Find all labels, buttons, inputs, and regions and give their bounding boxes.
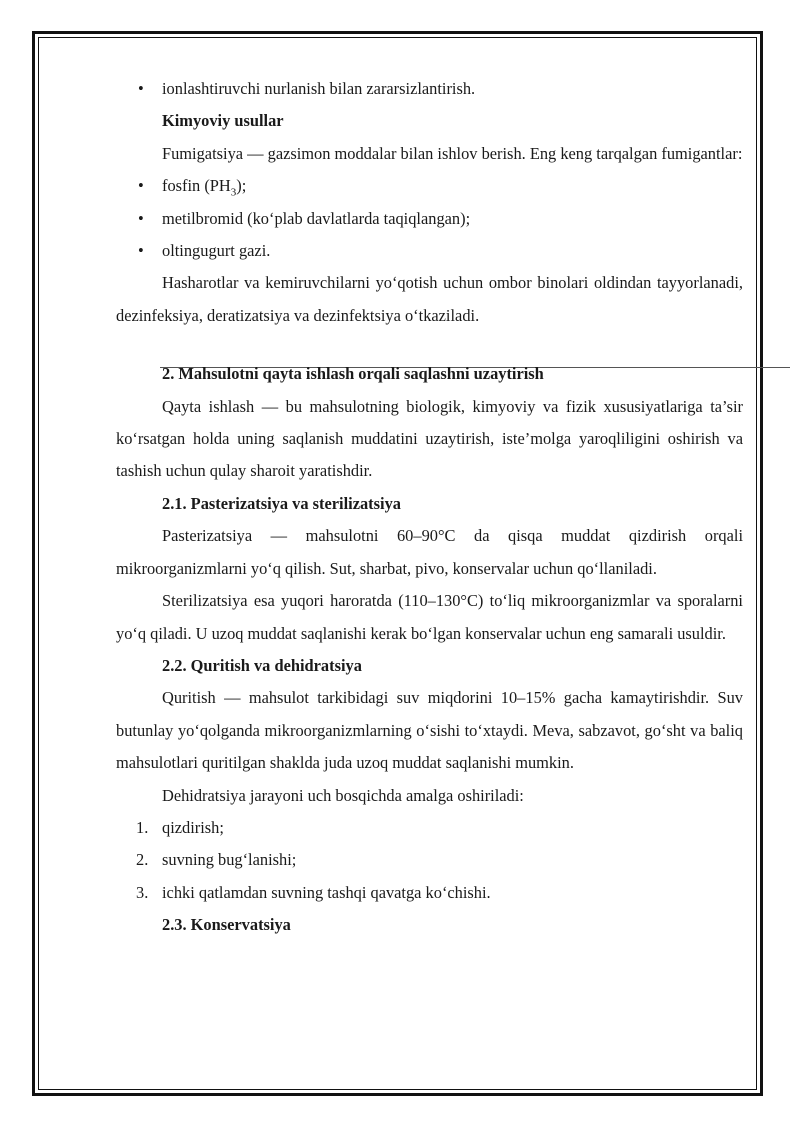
list-item [116, 73, 743, 105]
list-item-text: ionlashtiruvchi nurlanish bilan zararsizlantirish. [162, 79, 476, 98]
heading-chemical-methods: Kimyoviy usullar [162, 111, 284, 131]
fosfin-subscript: 3 [230, 186, 237, 199]
heading-section-2-1: 2.1. Pasterizatsiya va sterilizatsiya [162, 493, 401, 513]
heading-section-2-3: 2.3. Konservatsiya [162, 915, 291, 935]
document-body [116, 73, 743, 942]
paragraph-drying: Quritish — mahsulot tarkibidagi suv miqdorini 10–15% gacha kamaytirishdir. Suv butunlay yo‘qolganda mikroorganizmlarning o‘sishi to‘xtaydi. Meva, sabzavot, go‘sht va baliq mahsulotlari quritilgan shaklda juda uzoq muddat saqlanishi mumkin. [116, 688, 743, 773]
list-item-text: oltingugurt gazi. [162, 241, 271, 261]
item-number: 1. [136, 817, 149, 837]
numbered-item-text: ichki qatlamdan suvning tashqi qavatga ko‘chishi. [162, 882, 491, 902]
paragraph-pests: Hasharotlar va kemiruvchilarni yo‘qotish uchun ombor binolari oldindan tayyorlanadi, dezinfeksiya, deratizatsiya va dezinfektsiya o‘tkaziladi. [116, 273, 743, 325]
numbered-item-text: suvning bug‘lanishi; [162, 850, 297, 870]
paragraph-dehydration: Dehidratsiya jarayoni uch bosqichda amalga oshiriladi: [162, 785, 524, 805]
list-item [116, 203, 743, 235]
paragraph-sterilization: Sterilizatsiya esa yuqori haroratda (110–130°C) to‘liq mikroorganizmlar va sporalarni yo‘q qiladi. U uzoq muddat saqlanishi kerak bo‘lgan konservalar uchun eng samarali usuldir. [116, 591, 743, 643]
list-item-text: metilbromid (ko‘plab davlatlarda taqiqlangan); [162, 208, 471, 228]
fosfin-text-end: ); [236, 176, 247, 196]
paragraph-processing: Qayta ishlash — bu mahsulotning biologik, kimyoviy va fizik xususiyatlariga ta’sir ko‘rsatgan holda uning saqlanish muddatini uzaytirish, iste’molga yaroqliligini oshirish va tashish uchun qulay sharoit yaratishdir. [116, 396, 743, 481]
fosfin-text: fosfin (PH [162, 176, 231, 196]
bullet-icon: • [138, 241, 144, 261]
numbered-item [116, 844, 743, 876]
numbered-item [116, 812, 743, 844]
section-gap [116, 332, 743, 358]
list-item [116, 235, 743, 267]
heading-section-2: 2. Mahsulotni qayta ishlash orqali saqlashni uzaytirish [162, 364, 544, 384]
paragraph-pasteurization: Pasterizatsiya — mahsulotni 60–90°C da qisqa muddat qizdirish orqali mikroorganizmlarni yo‘q qilish. Sut, sharbat, pivo, konservalar uchun qo‘llaniladi. [116, 526, 743, 578]
item-number: 3. [136, 882, 149, 902]
paragraph-fumigation: Fumigatsiya — gazsimon moddalar bilan ishlov berish. Eng keng tarqalgan fumigantlar: [162, 143, 743, 163]
bullet-icon: • [138, 208, 144, 228]
bullet-icon: • [138, 79, 144, 98]
bullet-icon: • [138, 176, 144, 196]
list-item [116, 170, 743, 202]
heading-section-2-2: 2.2. Quritish va dehidratsiya [162, 655, 362, 675]
item-number: 2. [136, 850, 149, 870]
numbered-item [116, 877, 743, 909]
numbered-item-text: qizdirish; [162, 817, 224, 837]
